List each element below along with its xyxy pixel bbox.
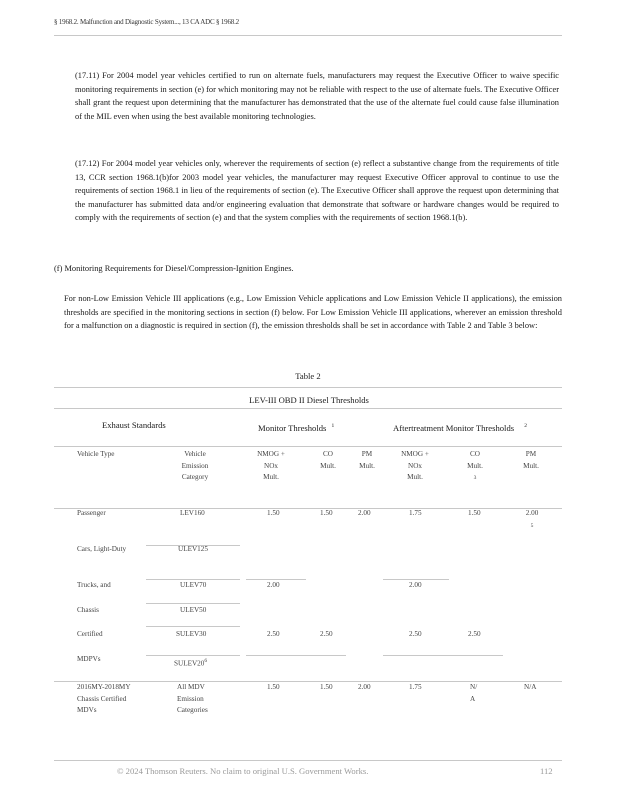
cell-r5-co-aftertreatment: 2.50 [468, 630, 481, 638]
section-f-paragraph: For non-Low Emission Vehicle III applications (e.g., Low Emission Vehicle applications and Low Emission Vehicle II applications), the emission thresholds are specified in the monitoring sections in section (f) below. For Low Emission Vehicle III applications, wherever an emission threshold for a malfunction on a diagnostic is required in section (f), the emission thresholds shall be set in accordance with Table 2 and Table 3 below: [64, 294, 562, 331]
category-lev160: LEV160 [180, 509, 205, 517]
cell-mdv-pm-monitor: 2.00 [358, 683, 371, 691]
vehicle-type-line-6: MDPVs [77, 655, 101, 663]
table-label: Table 2 [295, 371, 321, 381]
vehicle-type-line-2: Cars, Light-Duty [77, 545, 127, 553]
col-co-monitor: CO Mult. [320, 450, 336, 470]
table-title: LEV-III OBD II Diesel Thresholds [249, 395, 369, 405]
col-nmog-nox-monitor: NMOG + NOx Mult. [257, 450, 285, 482]
col-vehicle-type: Vehicle Type [77, 450, 115, 458]
cell-r1-co-aftertreatment: 1.50 [468, 509, 481, 517]
cell-r5-nmog-aftertreatment: 2.50 [409, 630, 422, 638]
header-rule [54, 35, 562, 36]
cell-mdv-pm-aftertreatment: N/A [524, 683, 537, 691]
vehicle-type-line-3: Trucks, and [77, 581, 111, 589]
col-pm-monitor: PM Mult. [359, 450, 375, 470]
cell-mdv-co-monitor: 1.50 [320, 683, 333, 691]
footer-rule [54, 760, 562, 761]
rule-after-5 [383, 655, 503, 656]
cell-r1-pm-monitor: 2.00 [358, 509, 371, 517]
col-vehicle-category: Vehicle Emission Category [181, 450, 209, 482]
cell-mdv-nmog-aftertreatment: 1.75 [409, 683, 422, 691]
paragraph-17-12: (17.12) For 2004 model year vehicles only, wherever the requirements of section (e) reflect a substantive change from the requirements of title 13, CCR section 1968.1(b)for 2003 model year vehicles, the manufacturer may request Executive Officer approval to continue to use the requirements of section 1968.1 in lieu of the requirements of section (e). The Executive Officer shall approve the request upon determining that the manufacturer has submitted data and/or engineering evaluation that demonstrate that software or hardware changes would be required to comply with the requirements of section (e) and that the system complies with the requirements of section 1968.1(b). [75, 159, 559, 223]
table-rule-header [54, 508, 562, 509]
category-ulev50: ULEV50 [180, 606, 207, 614]
category-all-mdv: All MDV Emission Categories [177, 683, 208, 715]
col-nmog-nox-aftertreatment: NMOG + NOx Mult. [401, 450, 429, 482]
table-rule-title [54, 408, 562, 409]
col-pm-aftertreatment: PM Mult. [523, 450, 539, 470]
vehicle-type-line-4: Chassis [77, 606, 99, 614]
cell-r1-nmog-aftertreatment: 1.75 [409, 509, 422, 517]
category-ulev70: ULEV70 [180, 581, 207, 589]
vehicle-type-line-5: Certified [77, 630, 103, 638]
rule-monitor-5 [246, 655, 346, 656]
category-sulev20: $SULEV20^6$ [174, 658, 208, 668]
cell-r1-nmog-monitor: 1.50 [267, 509, 280, 517]
cell-r5-co-monitor: 2.50 [320, 630, 333, 638]
category-ulev125: ULEV125 [178, 545, 208, 553]
page-number: 112 [540, 766, 553, 776]
table-rule-groups [54, 446, 562, 447]
cell-r1-co-monitor: 1.50 [320, 509, 333, 517]
col-co-aftertreatment: CO Mult. 3 [467, 450, 483, 482]
cell-mdv-co-aftertreatment: N/A [470, 683, 478, 703]
header-aftertreatment-thresholds: Aftertreatment Monitor Thresholds $^2$ [393, 423, 527, 433]
rule-cat-3 [146, 603, 240, 604]
running-head: § 1968.2. Malfunction and Diagnostic System..., 13 CA ADC § 1968.2 [54, 18, 239, 26]
paragraph-17-11: (17.11) For 2004 model year vehicles certified to run on alternate fuels, manufacturers may request the Executive Officer to waive specific monitoring requirements in section (e) for which monitoring may not be reliable with respect to the use of alternate fuels. The Executive Officer shall grant the request upon determining that the manufacturer has demonstrated that the use of the alternate fuel could cause false illumination of the MIL even when using the best available monitoring technologies. [75, 71, 559, 121]
table-rule-top [54, 387, 562, 388]
category-sulev30: SULEV30 [176, 630, 207, 638]
cell-r3-nmog-monitor: 2.00 [267, 581, 280, 589]
header-exhaust-standards: Exhaust Standards [102, 420, 166, 430]
cell-mdv-nmog-monitor: 1.50 [267, 683, 280, 691]
header-monitor-thresholds: Monitor Thresholds $^1$ [258, 423, 335, 433]
cell-r5-nmog-monitor: 2.50 [267, 630, 280, 638]
rule-cat-4 [146, 626, 240, 627]
cell-r1-pm-aftertreatment: 2.00 5 [525, 509, 539, 529]
vehicle-type-mdv: 2016MY-2018MY Chassis Certified MDVs [77, 683, 131, 715]
vehicle-type-line-1: Passenger [77, 509, 106, 517]
section-f-heading: (f) Monitoring Requirements for Diesel/Compression-Ignition Engines. [54, 264, 294, 273]
cell-r3-nmog-aftertreatment: 2.00 [409, 581, 422, 589]
copyright-footer: © 2024 Thomson Reuters. No claim to original U.S. Government Works. [117, 766, 369, 776]
